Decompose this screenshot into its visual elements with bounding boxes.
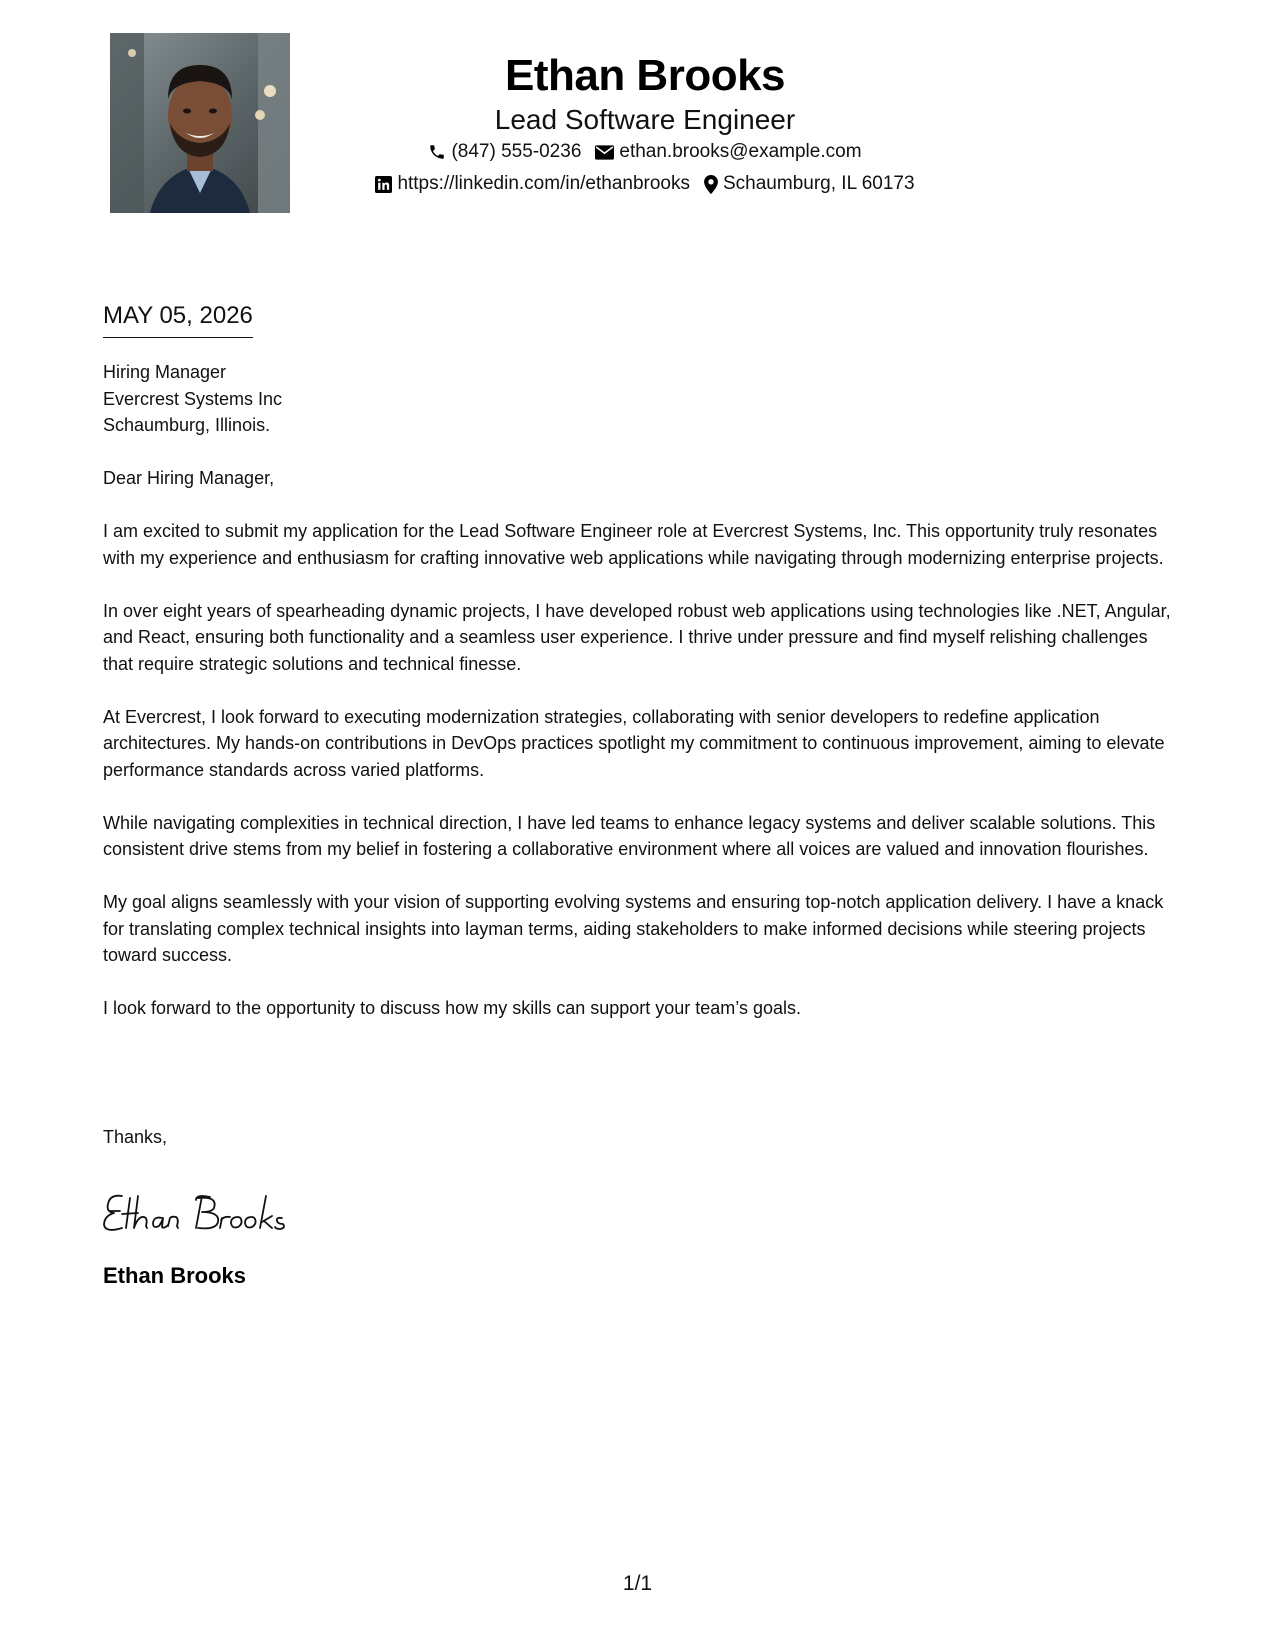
handwritten-signature <box>100 1184 320 1234</box>
recipient-line: Hiring Manager <box>103 362 227 382</box>
location-text: Schaumburg, IL 60173 <box>723 173 915 194</box>
applicant-name: Ethan Brooks <box>504 51 786 100</box>
body-paragraph: At Evercrest, I look forward to executing modernization strategies, collaborating with senior developers to redefine application architectures. My hands-on contributions in DevOps practices spotlight my commitment to continuous improvement, aiming to elevate performance standards across varied platforms. <box>103 706 1165 780</box>
body-paragraph: In over eight years of spearheading dynamic projects, I have developed robust web applications using technologies like .NET, Angular, and React, ensuring both functionality and a seamless user experience. I thrive under pressure and find myself relishing challenges that require strategic solutions and technical finesse. <box>103 600 1171 674</box>
recipient-line: Schaumburg, Illinois. <box>103 415 271 435</box>
recipient-block <box>103 359 1178 439</box>
profile-photo <box>110 33 290 213</box>
page-number: 1/1 <box>622 1572 653 1595</box>
linkedin-contact[interactable] <box>375 168 690 200</box>
job-title: Lead Software Engineer <box>494 104 796 135</box>
envelope-icon <box>595 145 614 160</box>
linkedin-text: https://linkedin.com/in/ethanbrooks <box>397 173 690 194</box>
phone-icon <box>428 143 446 161</box>
recipient-line: Evercrest Systems Inc <box>103 388 283 409</box>
body-paragraph: While navigating complexities in technical direction, I have led teams to enhance legacy systems and deliver scalable solutions. This consistent drive stems from my belief in fostering a collaborative environment where all voices are valued and innovation flourishes. <box>103 812 1156 859</box>
body-paragraph: My goal aligns seamlessly with your vision of supporting evolving systems and ensuring top-notch application delivery. I have a knack for translating complex technical insights into layman terms, aiding stakeholders to make informed decisions while steering projects toward success. <box>103 892 1164 965</box>
closing: Thanks, <box>103 1127 168 1147</box>
letter-body <box>103 359 1178 1048</box>
location-contact <box>704 168 915 200</box>
contact-row-1 <box>290 136 1000 168</box>
email-contact[interactable] <box>595 136 861 168</box>
body-paragraph: I am excited to submit my application for the Lead Software Engineer role at Evercrest Systems, Inc. This opportunity truly resonates with my experience and enthusiasm for crafting innovative web applications while navigating through modernizing enterprise projects. <box>103 521 1164 568</box>
map-pin-icon <box>704 175 718 194</box>
linkedin-icon <box>375 176 392 193</box>
phone-contact[interactable] <box>428 136 581 168</box>
body-paragraph: I look forward to the opportunity to discuss how my skills can support your team’s goals. <box>103 998 801 1018</box>
letter-date: MAY 05, 2026 <box>103 300 253 338</box>
email-text: ethan.brooks@example.com <box>619 141 862 162</box>
resume-header <box>290 46 1000 200</box>
phone-text: (847) 555-0236 <box>451 141 582 162</box>
signer-name: Ethan Brooks <box>103 1263 247 1288</box>
salutation: Dear Hiring Manager, <box>103 468 275 488</box>
contact-row-2 <box>290 168 1000 200</box>
